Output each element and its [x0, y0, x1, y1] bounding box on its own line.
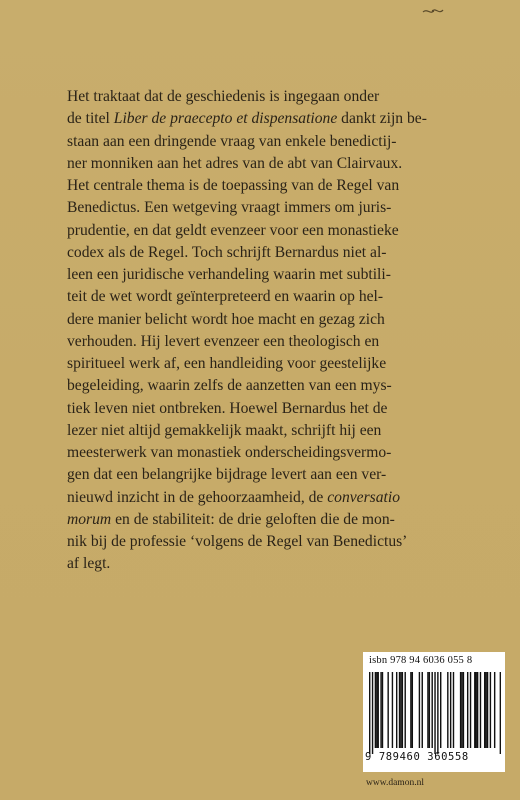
- barcode-bar: [396, 672, 397, 748]
- blurb-line: [67, 531, 472, 553]
- blurb-text: nik bij de professie ‘volgens de Regel van Benedictus’: [67, 533, 408, 550]
- barcode-bar: [431, 672, 432, 748]
- blurb-text: nieuwd inzicht in de gehoorzaamheid, de: [67, 488, 328, 506]
- blurb-text: codex als de Regel. Toch schrijft Bernardus niet al-: [67, 243, 387, 261]
- blurb-italic-text: conversatio: [327, 488, 401, 506]
- blurb-line: [67, 420, 472, 442]
- barcode-bar: [405, 672, 406, 748]
- barcode-bar: [429, 672, 430, 748]
- barcode-bar: [463, 672, 464, 748]
- blurb-line: [67, 553, 472, 575]
- barcode-bar: [402, 672, 403, 748]
- blurb-italic-text: Liber de praecepto et dispensatione: [113, 110, 338, 128]
- blurb-line: [67, 442, 472, 464]
- barcode-bar: [480, 672, 481, 748]
- blurb-text: en de stabiliteit: de drie geloften die de mon-: [111, 510, 395, 528]
- blurb-line: [67, 175, 472, 197]
- blurb-text: spiritueel werk af, een handleiding voor geestelijke: [67, 355, 387, 372]
- blurb-line: [67, 509, 472, 531]
- barcode-bar: [467, 672, 468, 748]
- barcode-bar: [490, 672, 491, 748]
- blurb-text: Benedictus. Een wetgeving vraagt immers om juris-: [67, 199, 392, 217]
- barcode-bar: [484, 672, 485, 748]
- barcode-digits: 9 789460 360558: [365, 751, 469, 763]
- barcode-bar: [487, 672, 488, 748]
- barcode-bar: [450, 672, 451, 748]
- barcode-bar: [447, 672, 448, 748]
- blurb-text: verhouden. Hij levert evenzeer een theologisch en: [67, 332, 380, 350]
- blurb-line: [67, 264, 472, 286]
- barcode-bar: [382, 672, 383, 748]
- isbn-label: isbn 978 94 6036 055 8: [369, 655, 473, 666]
- blurb-text: Het traktaat dat de geschiedenis is ingegaan onder: [67, 88, 380, 105]
- blurb-text: lezer niet altijd gemakkelijk maakt, schrijft hij een: [67, 421, 382, 439]
- blurb-text: dankt zijn be-: [337, 110, 427, 128]
- barcode-bar: [399, 672, 400, 748]
- back-cover-blurb: [67, 86, 472, 576]
- barcode-bar: [378, 672, 379, 748]
- barcode-bar: [375, 672, 376, 748]
- blurb-text: staan aan een dringende vraag van enkele benedictij-: [67, 132, 397, 150]
- barcode-bar: [376, 672, 377, 748]
- barcode-bar: [419, 672, 420, 748]
- blurb-text: begeleiding, waarin zelfs de aanzetten van een mys-: [67, 377, 392, 395]
- blurb-text: de titel: [67, 110, 114, 128]
- barcode-bar: [477, 672, 478, 748]
- blurb-text: Het centrale thema is de toepassing van de Regel van: [67, 177, 400, 194]
- barcode-bar: [440, 672, 441, 748]
- blurb-text: dere manier belicht wordt hoe macht en gezag zich: [67, 310, 385, 328]
- barcode-bar: [470, 672, 471, 748]
- blurb-text: teit de wet wordt geïnterpreteerd en waarin op hel-: [67, 288, 384, 306]
- barcode-bar: [500, 672, 501, 754]
- barcode-bar: [460, 672, 461, 748]
- barcode: [367, 672, 501, 754]
- barcode-bar: [427, 672, 428, 748]
- blurb-line: [67, 86, 472, 108]
- barcode-bar: [369, 672, 370, 754]
- blurb-line: [67, 108, 472, 130]
- barcode-bar: [476, 672, 477, 748]
- barcode-bar: [410, 672, 411, 748]
- blurb-text: ner monniken aan het adres van de abt van Clairvaux.: [67, 154, 403, 172]
- blurb-line: [67, 197, 472, 219]
- blurb-line: [67, 131, 472, 153]
- blurb-line: [67, 398, 472, 420]
- blurb-line: [67, 153, 472, 175]
- barcode-bar: [387, 672, 388, 748]
- blurb-line: [67, 353, 472, 375]
- ornament-icon: [421, 6, 445, 16]
- blurb-line: [67, 375, 472, 397]
- barcode-bar: [453, 672, 454, 748]
- blurb-line: [67, 331, 472, 353]
- blurb-text: meesterwerk van monastiek onderscheidingsvermo-: [67, 444, 392, 461]
- publisher-website: www.damon.nl: [366, 778, 424, 788]
- blurb-text: prudentie, en dat geldt evenzeer voor een monastieke: [67, 221, 399, 239]
- blurb-italic-text: morum: [67, 510, 112, 528]
- blurb-text: af legt.: [67, 555, 111, 573]
- barcode-bar: [485, 672, 486, 748]
- barcode-bar: [380, 672, 381, 748]
- barcode-bar: [392, 672, 393, 748]
- blurb-text: gen dat een belangrijke bijdrage levert aan een ver-: [67, 466, 387, 484]
- barcode-bar: [461, 672, 462, 748]
- barcode-bar: [422, 672, 423, 748]
- barcode-bar: [412, 672, 413, 748]
- blurb-line: [67, 487, 472, 509]
- barcode-bar: [372, 672, 373, 754]
- blurb-line: [67, 220, 472, 242]
- blurb-text: leen een juridische verhandeling waarin met subtili-: [67, 266, 391, 283]
- barcode-bar: [400, 672, 401, 748]
- barcode-bar: [437, 672, 438, 754]
- blurb-line: [67, 242, 472, 264]
- barcode-bar: [474, 672, 475, 748]
- blurb-line: [67, 309, 472, 331]
- blurb-text: tiek leven niet ontbreken. Hoewel Bernardus het de: [67, 399, 388, 417]
- barcode-panel: [363, 652, 505, 772]
- barcode-bar: [434, 672, 435, 754]
- blurb-line: [67, 464, 472, 486]
- blurb-line: [67, 286, 472, 308]
- barcode-bar: [494, 672, 495, 748]
